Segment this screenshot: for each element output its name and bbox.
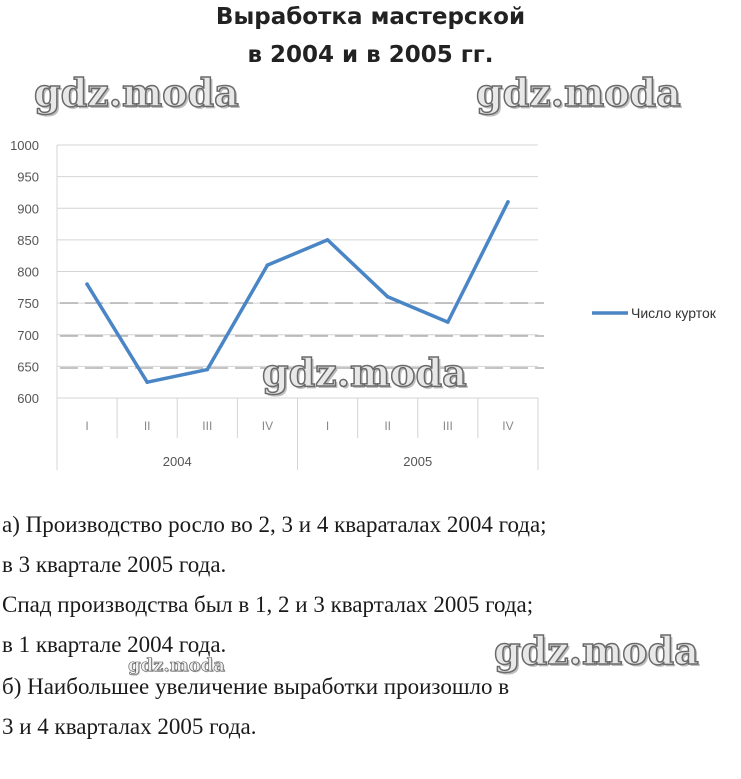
y-tick-label: 800 xyxy=(17,264,39,280)
data-point xyxy=(206,368,210,372)
answer-line-4: в 1 квартале 2004 года. xyxy=(2,632,227,657)
watermark-top-right: gdz.moda xyxy=(476,70,681,115)
chart-title-line-1: Выработка мастерской xyxy=(215,4,526,30)
answer-line-6: 3 и 4 кварталах 2005 года. xyxy=(2,714,257,739)
data-point xyxy=(85,282,89,286)
y-tick-label: 850 xyxy=(17,232,39,248)
data-point xyxy=(266,263,270,267)
x-tick-label: III xyxy=(442,419,453,433)
x-tick-label: IV xyxy=(502,419,514,433)
legend-label: Число курток xyxy=(631,305,716,321)
x-tick-label: II xyxy=(384,419,392,433)
y-tick-label: 750 xyxy=(17,296,39,312)
x-tick-label: II xyxy=(143,419,151,433)
y-tick-label: 650 xyxy=(17,359,39,375)
data-point xyxy=(145,380,149,384)
x-tick-label: IV xyxy=(261,419,274,433)
x-tick-label: III xyxy=(202,419,213,433)
y-tick-label: 900 xyxy=(17,201,39,217)
y-tick-label: 600 xyxy=(17,391,39,406)
watermark-center: gdz.moda xyxy=(262,350,467,395)
x-tick-label: I xyxy=(325,419,330,433)
data-point xyxy=(386,295,390,299)
group-label: 2005 xyxy=(403,454,433,469)
answer-line-2: в 3 квартале 2005 года. xyxy=(2,552,227,577)
data-point xyxy=(326,238,330,242)
y-tick-label: 950 xyxy=(17,169,39,185)
watermark-top-left: gdz.moda xyxy=(34,70,239,115)
data-point xyxy=(506,200,510,204)
answer-line-5: б) Наибольшее увеличение выработки произошло в xyxy=(2,674,510,699)
answer-line-3: Спад производства был в 1, 2 и 3 кварталах 2005 года; xyxy=(2,592,534,617)
watermark-bottom-right: gdz.moda xyxy=(494,628,699,673)
y-tick-label: 1000 xyxy=(10,138,39,153)
watermark-small: gdz.moda xyxy=(128,655,225,676)
y-tick-label: 700 xyxy=(17,327,39,343)
data-point xyxy=(446,320,450,324)
chart-title-line-2: в 2004 и в 2005 гг. xyxy=(247,42,494,68)
answer-line-1: а) Производство росло во 2, 3 и 4 квараталах 2004 года; xyxy=(2,512,547,537)
x-tick-label: I xyxy=(85,419,89,433)
group-label: 2004 xyxy=(162,454,192,469)
